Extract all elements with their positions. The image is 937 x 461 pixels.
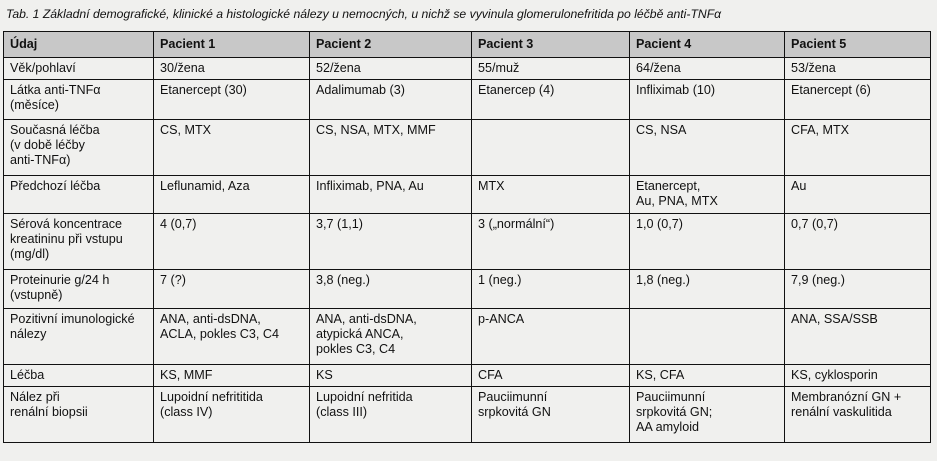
table-cell: 3 („normální“) (472, 214, 630, 270)
table-cell: 7,9 (neg.) (785, 270, 931, 309)
row-label: Léčba (4, 365, 154, 387)
table-cell: CS, MTX (154, 120, 310, 176)
table-cell: 4 (0,7) (154, 214, 310, 270)
row-label: Nález při renální biopsii (4, 387, 154, 443)
header-cell-pacient-4: Pacient 4 (630, 32, 785, 58)
table-cell: Leflunamid, Aza (154, 176, 310, 214)
table-cell: Adalimumab (3) (310, 80, 472, 120)
table-row (4, 387, 931, 443)
table-cell: Etanercept (6) (785, 80, 931, 120)
table-row (4, 270, 931, 309)
header-row (4, 32, 931, 58)
table-cell: 1 (neg.) (472, 270, 630, 309)
table-caption: Tab. 1 Základní demografické, klinické a histologické nálezy u nemocných, u nichž se vyvinula glomerulonefritida po léčbě anti-TNFα (6, 7, 722, 21)
table-cell: ANA, SSA/SSB (785, 309, 931, 365)
table-cell: MTX (472, 176, 630, 214)
table-cell: 1,8 (neg.) (630, 270, 785, 309)
table-cell: 0,7 (0,7) (785, 214, 931, 270)
row-label: Látka anti-TNFα (měsíce) (4, 80, 154, 120)
table-cell (630, 309, 785, 365)
table-cell: KS, CFA (630, 365, 785, 387)
clinical-findings-table (3, 31, 931, 443)
table-cell: CS, NSA (630, 120, 785, 176)
table-row (4, 309, 931, 365)
table-cell: 55/muž (472, 58, 630, 80)
table-cell: Etanercept, Au, PNA, MTX (630, 176, 785, 214)
header-cell-pacient-2: Pacient 2 (310, 32, 472, 58)
table-cell: CFA, MTX (785, 120, 931, 176)
table-row (4, 80, 931, 120)
table-cell: 7 (?) (154, 270, 310, 309)
table-cell: Etanercept (30) (154, 80, 310, 120)
row-label: Věk/pohlaví (4, 58, 154, 80)
table-cell: 30/žena (154, 58, 310, 80)
table-cell: KS, cyklosporin (785, 365, 931, 387)
table-cell: Pauciimunní srpkovitá GN (472, 387, 630, 443)
table-cell: Lupoidní nefritida (class III) (310, 387, 472, 443)
table-cell: 3,7 (1,1) (310, 214, 472, 270)
table-cell: Membranózní GN + renální vaskulitida (785, 387, 931, 443)
table-cell: p-ANCA (472, 309, 630, 365)
header-cell-pacient-1: Pacient 1 (154, 32, 310, 58)
table-cell: Infliximab, PNA, Au (310, 176, 472, 214)
table-cell: Infliximab (10) (630, 80, 785, 120)
table-cell: 1,0 (0,7) (630, 214, 785, 270)
row-label: Sérová koncentrace kreatininu při vstupu (mg/dl) (4, 214, 154, 270)
table-cell: CS, NSA, MTX, MMF (310, 120, 472, 176)
table-cell: KS, MMF (154, 365, 310, 387)
table-cell: Pauciimunní srpkovitá GN; AA amyloid (630, 387, 785, 443)
table-cell: Lupoidní nefrititida (class IV) (154, 387, 310, 443)
table-cell: 52/žena (310, 58, 472, 80)
table-cell: CFA (472, 365, 630, 387)
header-cell-pacient-5: Pacient 5 (785, 32, 931, 58)
table-cell: Etanercep (4) (472, 80, 630, 120)
table-cell: 64/žena (630, 58, 785, 80)
row-label: Předchozí léčba (4, 176, 154, 214)
table-row (4, 365, 931, 387)
table-cell: KS (310, 365, 472, 387)
table-row (4, 120, 931, 176)
table-row (4, 58, 931, 80)
table-row (4, 176, 931, 214)
row-label: Současná léčba (v době léčby anti-TNFα) (4, 120, 154, 176)
row-label: Proteinurie g/24 h (vstupně) (4, 270, 154, 309)
table-cell: ANA, anti-dsDNA, atypická ANCA, pokles C3, C4 (310, 309, 472, 365)
table-cell: ANA, anti-dsDNA, ACLA, pokles C3, C4 (154, 309, 310, 365)
table-cell: Au (785, 176, 931, 214)
header-cell-pacient-3: Pacient 3 (472, 32, 630, 58)
header-cell-udaj: Údaj (4, 32, 154, 58)
table-cell (472, 120, 630, 176)
row-label: Pozitivní imunologické nálezy (4, 309, 154, 365)
table-row (4, 214, 931, 270)
table-cell: 53/žena (785, 58, 931, 80)
table-cell: 3,8 (neg.) (310, 270, 472, 309)
